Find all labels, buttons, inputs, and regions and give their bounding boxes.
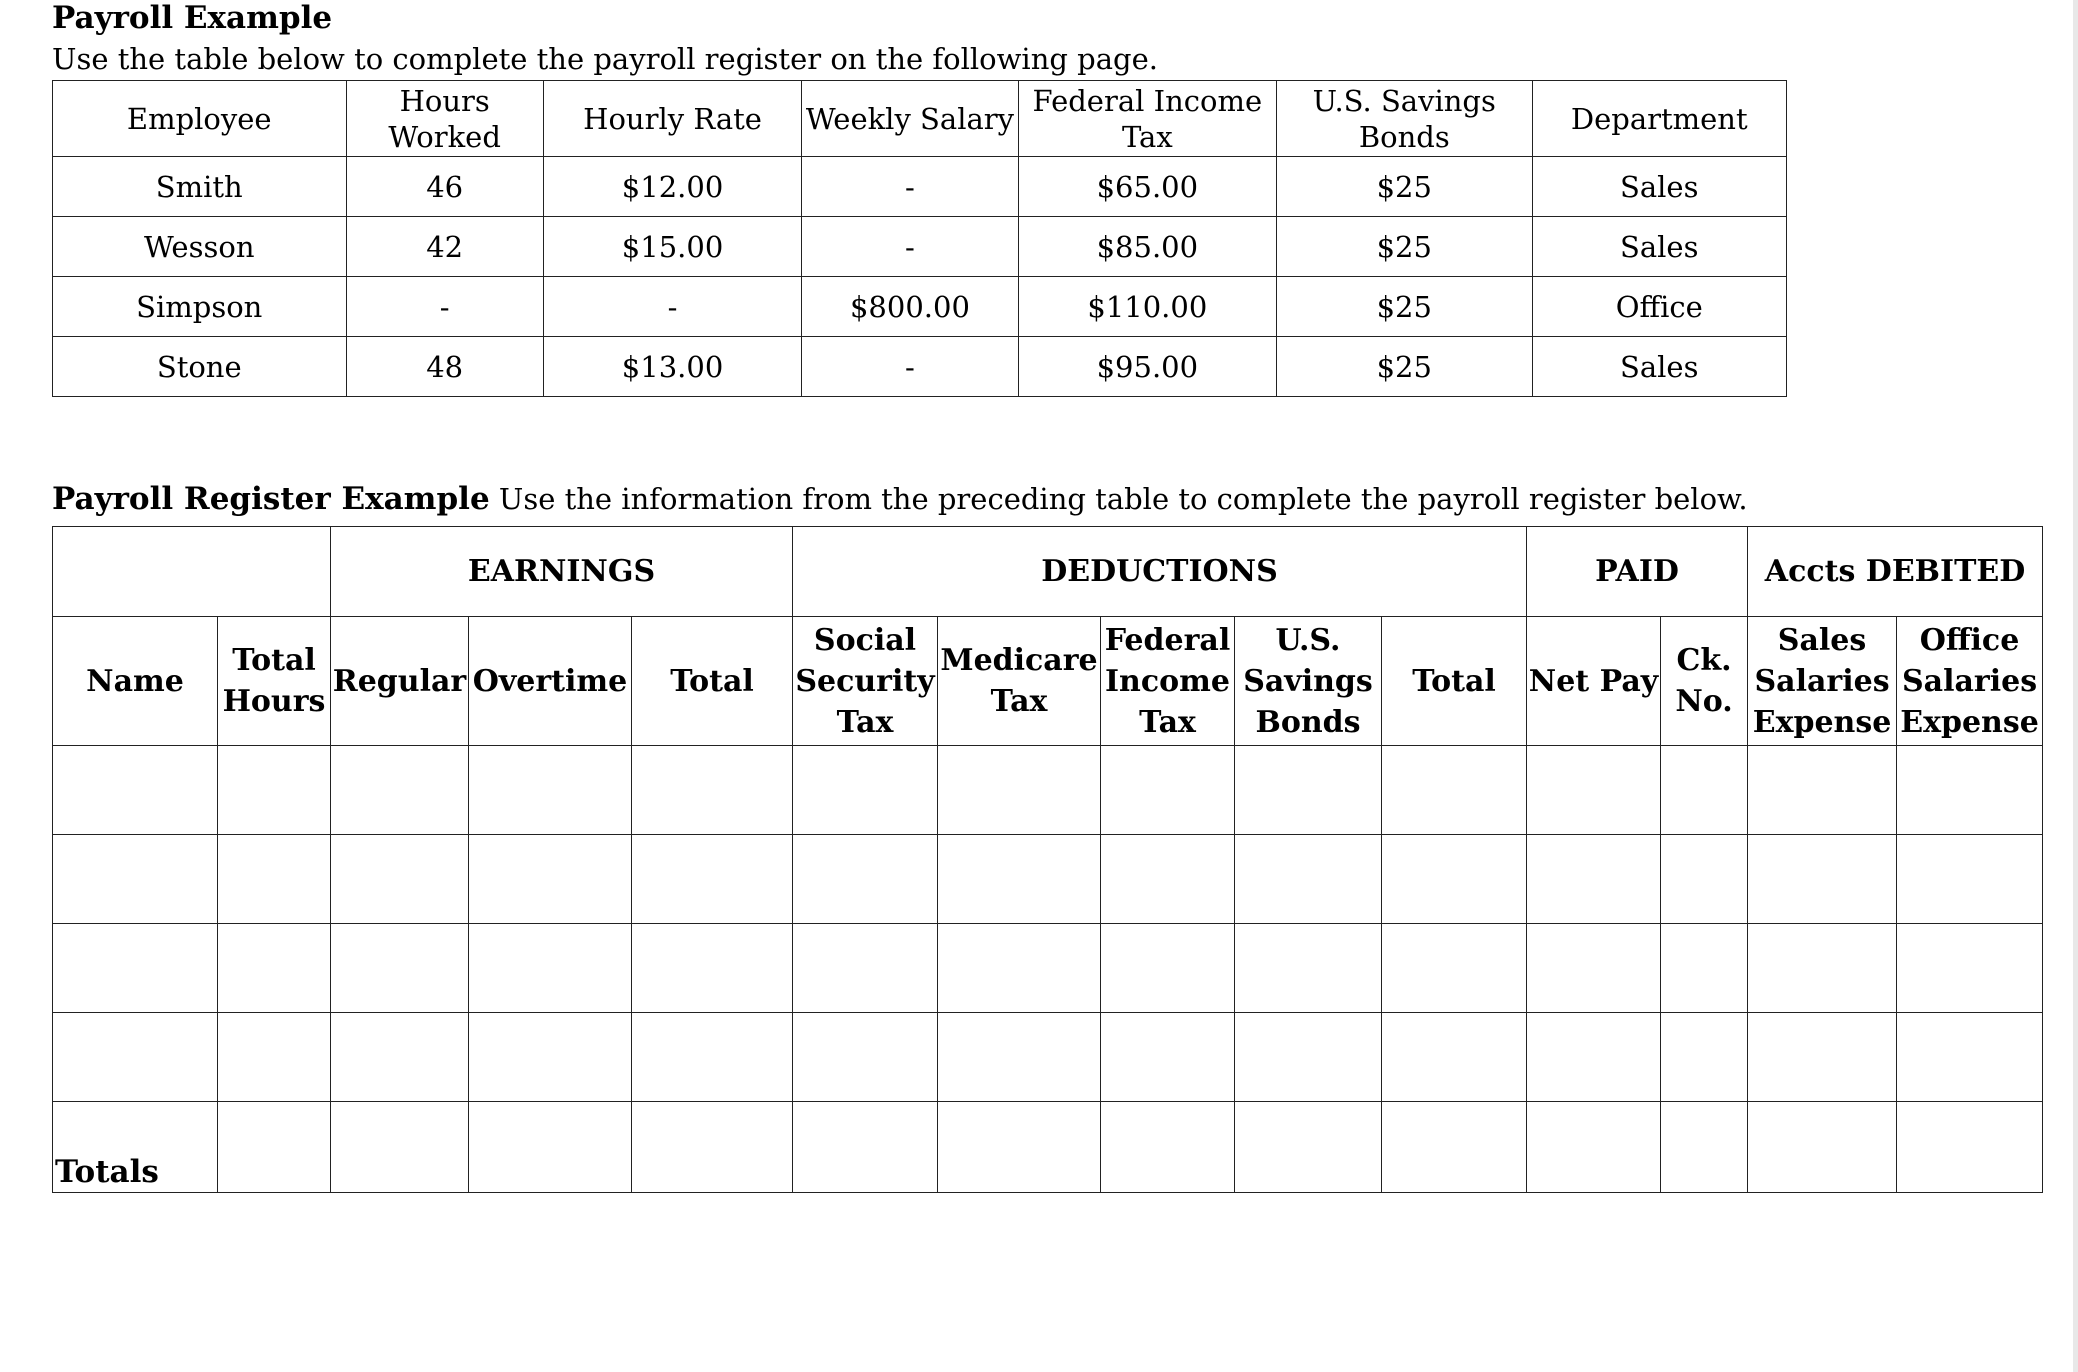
register-cell [1897,746,2043,835]
register-cell [53,1013,218,1102]
register-cell [793,835,938,924]
register-cell [218,835,331,924]
register-cell [1527,1102,1661,1193]
table-row [53,217,1787,277]
cell-employee: Wesson [53,217,347,277]
page [52,0,2052,1190]
table-row [53,1013,2043,1102]
cell-fit: $95.00 [1018,337,1276,397]
header-hours-worked: Hours Worked [346,81,543,157]
register-cell [793,1102,938,1193]
register-cell [1748,835,1897,924]
payroll-register-heading: Payroll Register Example [52,481,490,517]
register-cell [1101,924,1235,1013]
register-cell [1527,924,1661,1013]
group-earnings: EARNINGS [331,527,793,617]
cell-employee: Stone [53,337,347,397]
register-cell [632,835,793,924]
cell-rate: $15.00 [543,217,801,277]
register-cell [331,924,469,1013]
register-cell [1235,1013,1382,1102]
register-cell [1101,1102,1235,1193]
register-cell [1661,1102,1748,1193]
payroll-register-instruction: Use the information from the preceding table to complete the payroll register below. [498,482,1748,516]
cell-fit: $65.00 [1018,157,1276,217]
cell-employee: Smith [53,157,347,217]
register-cell [218,1102,331,1193]
register-cell [1101,746,1235,835]
payroll-example-header-row [53,81,1787,157]
col-overtime: Overtime [469,617,632,746]
register-cell [1897,1102,2043,1193]
register-cell [218,924,331,1013]
totals-label: Totals [53,1102,218,1193]
register-cell [1661,1013,1748,1102]
col-name: Name [53,617,218,746]
cell-rate: $13.00 [543,337,801,397]
register-cell [331,1013,469,1102]
register-cell [469,835,632,924]
register-cell [1897,1013,2043,1102]
col-ck-no: Ck. No. [1661,617,1748,746]
group-accts-debited: Accts DEBITED [1748,527,2043,617]
register-cell [1101,835,1235,924]
register-cell [793,924,938,1013]
register-cell [1382,924,1527,1013]
register-group-row [53,527,2043,617]
cell-salary: $800.00 [802,277,1018,337]
register-cell [632,1102,793,1193]
col-savings-bonds: U.S. Savings Bonds [1235,617,1382,746]
cell-hours: 46 [346,157,543,217]
register-cell [469,1013,632,1102]
register-column-row [53,617,2043,746]
register-cell [53,924,218,1013]
payroll-register-table [52,526,2043,1193]
group-blank [53,527,331,617]
register-cell [1661,746,1748,835]
table-row [53,337,1787,397]
header-employee: Employee [53,81,347,157]
cell-department: Sales [1532,157,1787,217]
cell-rate: $12.00 [543,157,801,217]
cell-fit: $110.00 [1018,277,1276,337]
col-total-hours: Total Hours [218,617,331,746]
cell-fit: $85.00 [1018,217,1276,277]
col-deductions-total: Total [1382,617,1527,746]
register-cell [331,746,469,835]
cell-hours: 42 [346,217,543,277]
register-body [53,746,2043,1193]
col-regular: Regular [331,617,469,746]
register-cell [331,1102,469,1193]
register-cell [469,924,632,1013]
register-cell [632,746,793,835]
col-earnings-total: Total [632,617,793,746]
table-row [53,157,1787,217]
cell-bonds: $25 [1277,217,1532,277]
register-cell [1235,746,1382,835]
cell-hours: - [346,277,543,337]
col-federal-income: Federal Income Tax [1101,617,1235,746]
register-cell [1235,924,1382,1013]
cell-bonds: $25 [1277,157,1532,217]
register-cell [1382,746,1527,835]
register-cell [938,835,1101,924]
register-cell [1897,835,2043,924]
register-cell [331,835,469,924]
register-cell [1101,1013,1235,1102]
payroll-register-title [52,480,2043,518]
register-cell [1661,924,1748,1013]
register-cell [938,924,1101,1013]
register-cell [1748,1013,1897,1102]
register-cell [1382,1102,1527,1193]
table-row [53,924,2043,1013]
register-cell [1527,835,1661,924]
cell-bonds: $25 [1277,277,1532,337]
register-cell [1382,835,1527,924]
register-cell [1748,1102,1897,1193]
register-cell [1897,924,2043,1013]
register-cell [632,1013,793,1102]
register-cell [938,1013,1101,1102]
register-cell [469,746,632,835]
cell-bonds: $25 [1277,337,1532,397]
payroll-example-instruction: Use the table below to complete the payroll register on the following page. [52,42,1158,76]
register-cell [793,1013,938,1102]
register-cell [53,746,218,835]
register-cell [938,1102,1101,1193]
register-cell [1382,1013,1527,1102]
header-weekly-salary: Weekly Salary [802,81,1018,157]
register-cell [218,746,331,835]
cell-salary: - [802,157,1018,217]
group-deductions: DEDUCTIONS [793,527,1527,617]
header-savings-bonds: U.S. Savings Bonds [1277,81,1532,157]
payroll-register-section [52,480,2043,1193]
group-paid: PAID [1527,527,1748,617]
col-net-pay: Net Pay [1527,617,1661,746]
table-row [53,746,2043,835]
register-cell [1527,746,1661,835]
header-federal-income-tax: Federal Income Tax [1018,81,1276,157]
cell-department: Sales [1532,217,1787,277]
register-cell [938,746,1101,835]
register-cell [1235,1102,1382,1193]
register-cell [1748,746,1897,835]
header-hourly-rate: Hourly Rate [543,81,801,157]
cell-employee: Simpson [53,277,347,337]
register-cell [793,746,938,835]
col-office-salaries: Office Salaries Expense [1897,617,2043,746]
register-cell [469,1102,632,1193]
register-cell [1748,924,1897,1013]
cell-salary: - [802,337,1018,397]
register-cell [632,924,793,1013]
cell-hours: 48 [346,337,543,397]
cell-salary: - [802,217,1018,277]
cell-rate: - [543,277,801,337]
cell-department: Sales [1532,337,1787,397]
register-cell [1527,1013,1661,1102]
scrollbar-track[interactable] [2073,0,2078,1372]
col-medicare: Medicare Tax [938,617,1101,746]
header-department: Department [1532,81,1787,157]
payroll-example-heading: Payroll Example [52,0,333,36]
table-row [53,277,1787,337]
col-social-security: Social Security Tax [793,617,938,746]
cell-department: Office [1532,277,1787,337]
register-cell [1235,835,1382,924]
payroll-example-table [52,80,1787,397]
register-cell [218,1013,331,1102]
register-cell [53,835,218,924]
register-cell [1661,835,1748,924]
totals-row [53,1102,2043,1193]
table-row [53,835,2043,924]
col-sales-salaries: Sales Salaries Expense [1748,617,1897,746]
